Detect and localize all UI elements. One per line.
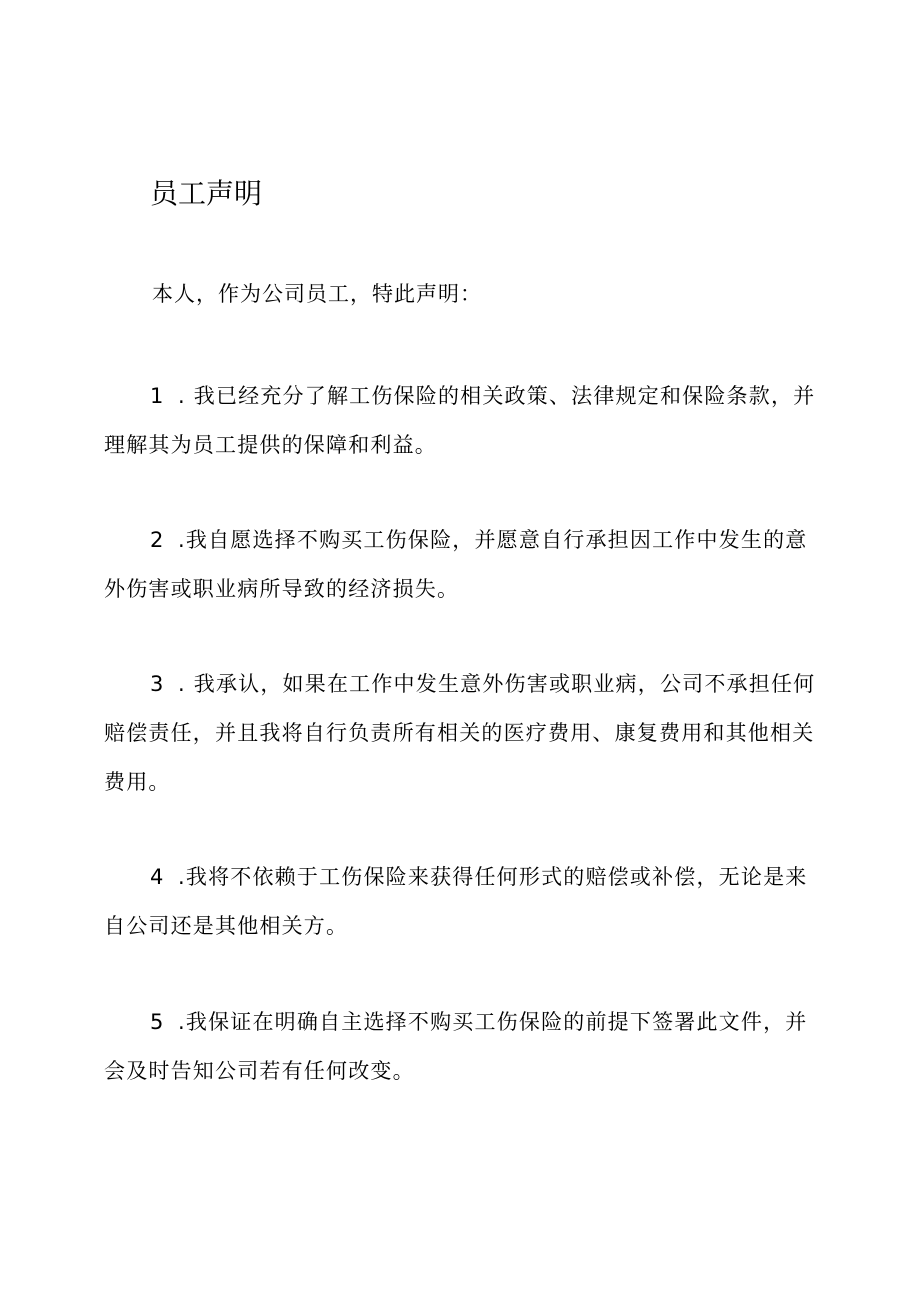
item-text: .我将不依赖于工伤保险来获得任何形式的赔偿或补偿，无论是来自公司还是其他相关方。 <box>104 865 808 938</box>
item-number: 2 <box>150 528 165 552</box>
item-number: 1 <box>150 384 165 408</box>
item-number: 3 <box>150 672 165 696</box>
page-title: 员工声明 <box>150 177 263 210</box>
declaration-item-4 <box>104 853 824 951</box>
declaration-item-3 <box>104 660 824 807</box>
declaration-item-2 <box>104 516 824 614</box>
item-text: . 我已经充分了解工伤保险的相关政策、法律规定和保险条款，并理解其为员工提供的保障和利益。 <box>104 384 816 457</box>
item-text: .我自愿选择不购买工伤保险，并愿意自行承担因工作中发生的意外伤害或职业病所导致的经济损失。 <box>104 528 808 601</box>
item-number: 4 <box>150 865 165 889</box>
declaration-item-1 <box>104 372 824 470</box>
item-text: .我保证在明确自主选择不购买工伤保险的前提下签署此文件，并会及时告知公司若有任何改变。 <box>104 1010 808 1083</box>
item-number: 5 <box>150 1010 165 1034</box>
intro-text: 本人，作为公司员工，特此声明： <box>152 282 482 306</box>
declaration-item-5 <box>104 998 824 1096</box>
item-text: . 我承认，如果在工作中发生意外伤害或职业病，公司不承担任何赔偿责任，并且我将自行负责所有相关的医疗费用、康复费用和其他相关费用。 <box>104 672 816 794</box>
